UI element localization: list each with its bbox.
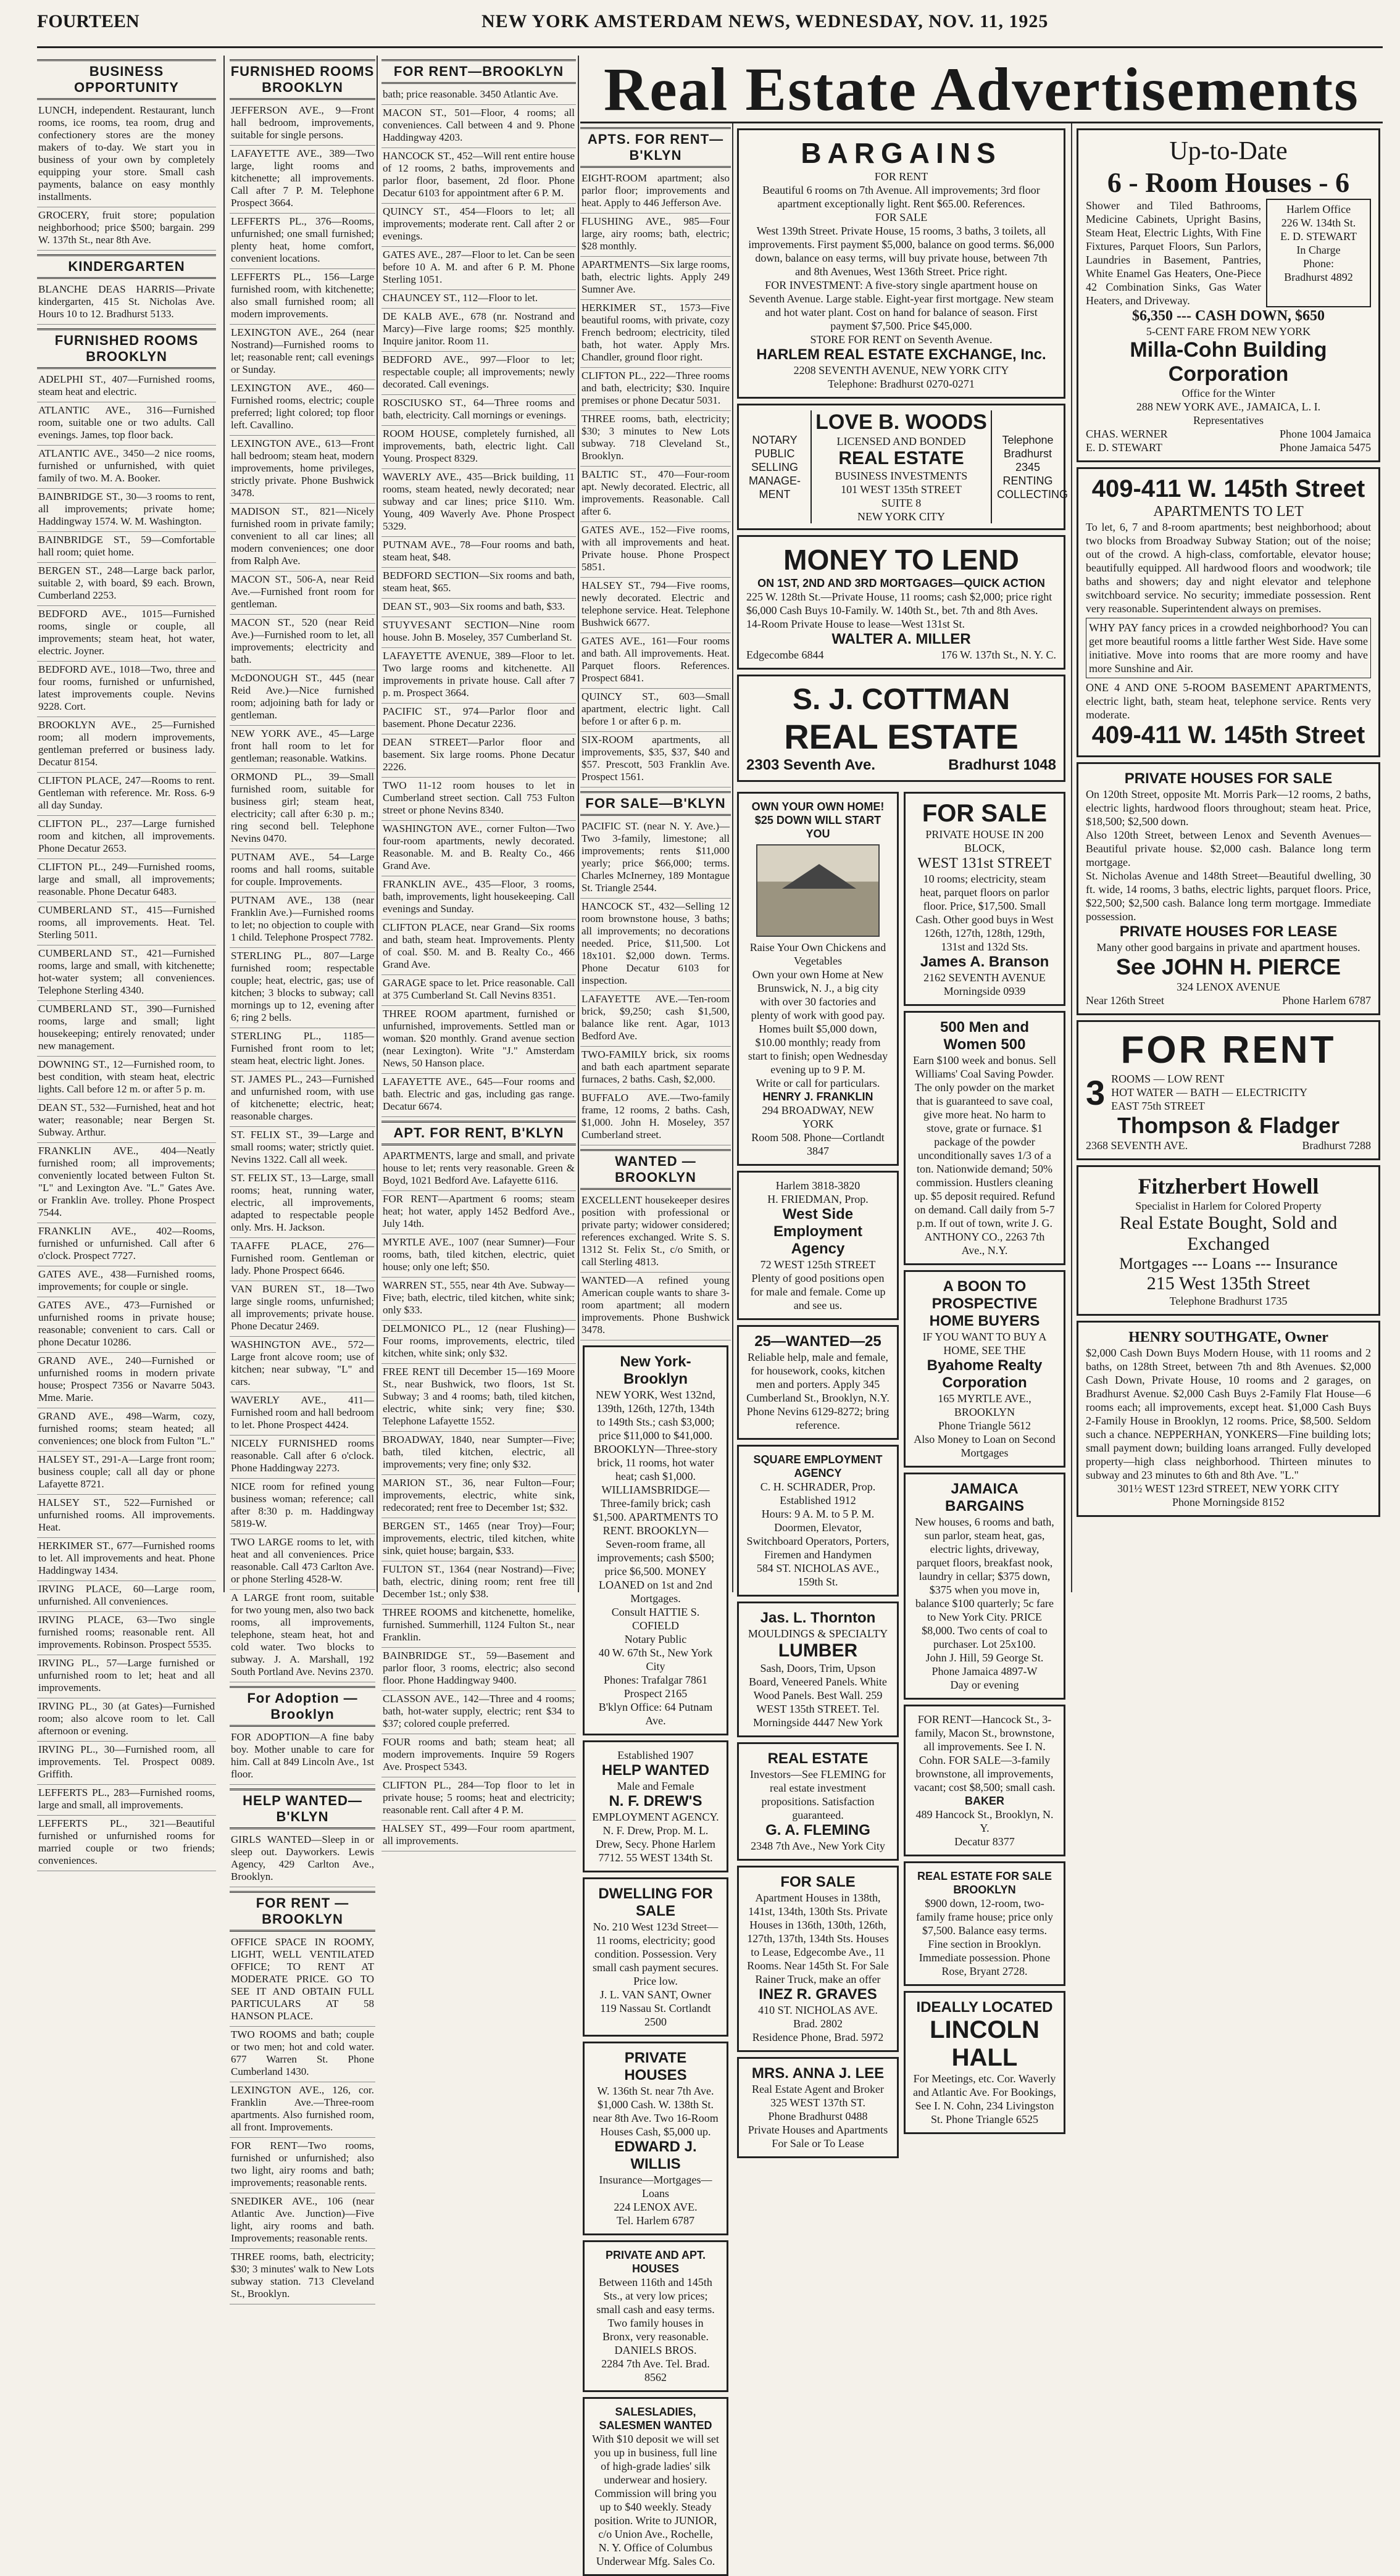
classified-ad: GATES AVE., 152—Five rooms, with all improvements and heat. Private house. Phone Prospect 5851. (580, 522, 731, 578)
display-ads-column-6 (1074, 123, 1383, 1592)
classified-ad: GATES AVE., 161—Four rooms and bath. All improvements. Heat. Parquet floors. References. Prospect 6841. (580, 633, 731, 689)
display-ad-howell: Fitzherbert Howell Specialist in Harlem for Colored Property Real Estate Bought, Sold and Exchanged Mortgages --- Loans --- Insurance 215 West 135th Street Telephone Bradhurst 1735 (1077, 1165, 1380, 1316)
display-ad-graves: FOR SALE Apartment Houses in 138th, 141st, 134th, 130th Sts. Private Houses in 136th, 130th, 126th, 127th, 137th, 134th Sts. Houses to Lease, Edgecombe Ave., 11 Rooms. Near 145th St. For Sale Rainer Truck, make an offer INEZ R. GRAVES 410 ST. NICHOLAS AVE. Brad. 2802 Residence Phone, Brad. 5972 (737, 1866, 899, 2052)
display-ad-square-employment: SQUARE EMPLOYMENT AGENCY C. H. SCHRADER, Prop. Established 1912 Hours: 9 A. M. to 5 P. M. Doormen, Elevator, Switchboard Operators, Porters, Firemen and Handymen 584 ST. NICHOLAS AVE., 159th St. (737, 1445, 899, 1597)
classified-ad: WASHINGTON AVE., 572—Large front alcove room; use of kitchen; near subway, "L" and cars. (230, 1337, 375, 1392)
classified-ad: QUINCY ST., 603—Small apartment, electric light. Call before 1 or after 6 p. m. (580, 689, 731, 732)
classified-ad: HALSEY ST., 291-A—Large front room; business couple; call all day or phone Lafayette 8721. (37, 1452, 216, 1495)
classified-ad: APARTMENTS, large and small, and private house to let; rents very reasonable. Green & Boyd, 1021 Bedford Ave. Lafayette 6116. (381, 1148, 576, 1191)
classified-ad: BAINBRIDGE ST., 59—Comfortable hall room; quiet home. (37, 532, 216, 563)
classified-ad: BEDFORD AVE., 1018—Two, three and four rooms, furnished or unfurnished, latest improvements couple. Nevins 9228. Cort. (37, 662, 216, 717)
column-heading: For Adoption — Brooklyn (230, 1686, 375, 1727)
classified-ad: BROOKLYN AVE., 25—Furnished room; all modern improvements, gentleman preferred or business lady. Decatur 8154. (37, 717, 216, 773)
classified-ad: CUMBERLAND ST., 390—Furnished rooms, large and small; light housekeeping; entirely renovated; under new management. (37, 1001, 216, 1057)
display-ad-baker: FOR RENT—Hancock St., 3-family, Macon St., brownstone, all improvements. See I. N. Cohn. FOR SALE—3-family brownstone, all improvements, vacant; cost $8,500; small cash. BAKER 489 Hancock St., Brooklyn, N. Y. Decatur 8377 (904, 1705, 1065, 1856)
classified-ad: HERKIMER ST., 1573—Five beautiful rooms, with private, cozy French bedroom; electricity, tiled bath, hot water. Apply Mrs. Chandler, ground floor right. (580, 300, 731, 368)
classified-ad: PACIFIC ST. (near N. Y. Ave.)—Two 3-family, limestone; all improvements; rents $11,000 yearly; price $66,000; terms. Charles McInerney, 189 Montague St. Triangle 2544. (580, 818, 731, 899)
classified-ad: OFFICE SPACE IN ROOMY, LIGHT, WELL VENTILATED OFFICE; TO RENT AT MODERATE PRICE. GO TO SEE IT AND OBTAIN FULL PARTICULARS AT 58 HANSON PLACE. (230, 1934, 375, 2027)
classified-ad: LEFFERTS PL., 321—Beautiful furnished or unfurnished rooms for married couple or two friends; conveniences. (37, 1816, 216, 1871)
classified-ad: FRANKLIN AVE., 435—Floor, 3 rooms, bath, improvements, light housekeeping. Call evenings and Sunday. (381, 876, 576, 920)
classified-column-4 (580, 123, 731, 2567)
display-ad-brooklyn-sale: REAL ESTATE FOR SALE BROOKLYN $900 down, 12-room, two-family frame house; price only $7,500. Balance easy terms. Fine section in Brooklyn. Immediate possession. Phone Rose, Bryant 2728. (904, 1861, 1065, 1986)
classified-ad: WANTED—A refined young American couple wants to share 3-room apartment; all modern improvements. Phone Bushwick 3478. (580, 1273, 731, 1340)
classified-ad: CUMBERLAND ST., 415—Furnished rooms, all improvements. Heat. Tel. Sterling 5011. (37, 902, 216, 945)
classified-ad: GROCERY, fruit store; population neighborhood; price $500; bargain. 299 W. 137th St., near 8th Ave. (37, 207, 216, 251)
classified-ad: NICE room for refined young business woman; reference; call after 8:30 p. m. Haddingway 5819-W. (230, 1479, 375, 1534)
display-ad-drew: Established 1907 HELP WANTED Male and Female N. F. DREW'S EMPLOYMENT AGENCY. N. F. Drew, Prop. M. L. Drew, Secy. Phone Harlem 7712. 55 WEST 134th St. (583, 1740, 728, 1872)
display-ad-cofield: New York-Brooklyn NEW YORK, West 132nd, 139th, 126th, 127th, 134th to 149th Sts.; cash $3,000; price $11,000 to $41,000. BROOKLYN—Three-story brick, 11 rooms, hot water heat; cash $1,000. WILLIAMSBRIDGE—Three-family brick; cash $1,500. APARTMENTS TO RENT. BROOKLYN—Seven-room frame, all improvements; cash $500; price $6,500. MONEY LOANED on 1st and 2nd Mortgages. Consult HATTIE S. COFIELD Notary Public 40 W. 67th St., New York City Phones: Trafalgar 7861 Prospect 2165 B'klyn Office: 64 Putnam Ave. (583, 1345, 728, 1735)
classified-ad: BROADWAY, 1840, near Sumpter—Five; bath, tiled kitchen, electric, all improvements; very fine; only $32. (381, 1432, 576, 1475)
classified-column-1 (37, 56, 216, 1866)
display-ad-branson: FOR SALE PRIVATE HOUSE IN 200 BLOCK, WEST 131st STREET 10 rooms; electricity, steam heat, parquet floors on parlor floor. Price, $17,500. Small Cash. Other good buys in West 126th, 127th, 128th, 129th, 131st and 132d Sts. James A. Branson 2162 SEVENTH AVENUE Morningside 0939 (904, 792, 1065, 1006)
classified-ad: THREE ROOM apartment, furnished or unfurnished, improvements. Settled man or woman. $20 monthly. Grand avenue section (near Lexington). Write "J." Amsterdam News, 50 Hanson place. (381, 1006, 576, 1074)
classified-ad: MACON ST., 501—Floor, 4 rooms; all conveniences. Call between 4 and 9. Phone Haddingway 4203. (381, 105, 576, 148)
classified-ad: HANCOCK ST., 452—Will rent entire house of 12 rooms, 2 baths, improvements and parlor floor, basement, 2d floor. Phone Decatur 6103 for appointment after 6 P. M. (381, 148, 576, 204)
column-rule (1071, 123, 1072, 1592)
display-ad-lee: MRS. ANNA J. LEE Real Estate Agent and Broker 325 WEST 137th ST. Phone Bradhurst 0488 Private Houses and Apartments For Sale or To Lease (737, 2057, 899, 2158)
classified-ad: FOR RENT—Apartment 6 rooms; steam heat; hot water, apply 1452 Bedford Ave., July 14th. (381, 1191, 576, 1234)
classified-ad: ROSCIUSKO ST., 64—Three rooms and bath, electricity. Call mornings or evenings. (381, 395, 576, 426)
classified-ad: A LARGE front room, suitable for two young men, also two back rooms, all improvements, telephone, steam heat, hot and cold water. Two blocks to subway. J. A. Marshall, 192 South Portland Ave. Nevins 2370. (230, 1590, 375, 1682)
classified-ad: FOR RENT—Two rooms, furnished or unfurnished; also two light, airy rooms and bath; improvements; reasonable rents. (230, 2138, 375, 2193)
classified-ad: DE KALB AVE., 678 (nr. Nostrand and Marcy)—Five large rooms; $25 monthly. Inquire janitor. Room 11. (381, 309, 576, 352)
display-ad-cottman: S. J. COTTMAN REAL ESTATE 2303 Seventh Ave. Bradhurst 1048 (737, 675, 1065, 782)
classified-ad: NICELY FURNISHED rooms reasonable. Call after 6 o'clock. Phone Haddingway 2273. (230, 1435, 375, 1479)
classified-ad: PACIFIC ST., 974—Parlor floor and basement. Phone Decatur 2236. (381, 704, 576, 734)
classified-ad: FOUR rooms and bath; steam heat; all modern improvements. Inquire 59 Rogers Ave. Prospect 5343. (381, 1734, 576, 1777)
classified-ad: GATES AVE., 473—Furnished or unfurnished rooms in private house; reasonable; convenient to cars. Call or phone Decatur 10286. (37, 1297, 216, 1353)
classified-ad: BLANCHE DEAS HARRIS—Private kindergarten, 415 St. Nicholas Ave. Hours 10 to 12. Bradhurst 5133. (37, 281, 216, 325)
classified-ad: BAINBRIDGE ST., 30—3 rooms to rent, all improvements; private home; Haddingway 1574. W. M. Washington. (37, 489, 216, 532)
classified-ad: TWO ROOMS and bath; couple or two men; hot and cold water. 677 Warren St. Phone Cumberland 1430. (230, 2027, 375, 2082)
classified-ad: DELMONICO PL., 12 (near Flushing)—Four rooms, improvements, electric, tiled kitchen, white sink; only $32. (381, 1321, 576, 1364)
column-heading: BUSINESS OPPORTUNITY (37, 59, 216, 100)
classified-ad: WARREN ST., 555, near 4th Ave. Subway—Five; bath, electric, tiled kitchen, white sink; only $33. (381, 1278, 576, 1321)
classified-ad: GATES AVE., 438—Furnished rooms, improvements; for couple or single. (37, 1266, 216, 1297)
column-heading: FURNISHED ROOMS BROOKLYN (230, 59, 375, 100)
classified-ad: BEDFORD SECTION—Six rooms and bath, steam heat, $65. (381, 568, 576, 599)
classified-ad: BEDFORD AVE., 1015—Furnished rooms, single or couple, all improvements; steam heat, hot water, electric. Joyner. (37, 606, 216, 662)
column-rule (223, 56, 225, 1592)
classified-ad: NEW YORK AVE., 45—Large front hall room to let for gentleman; reasonable. Watkins. (230, 726, 375, 769)
classified-ad: CUMBERLAND ST., 421—Furnished rooms, large and small, with kitchenette; hot-water system; all conveniences. Telephone Sterling 4340. (37, 945, 216, 1001)
classified-ad: HERKIMER ST., 677—Furnished rooms to let. All improvements and heat. Phone Haddingway 1434. (37, 1538, 216, 1581)
classified-ad: McDONOUGH ST., 445 (near Reid Ave.)—Nice furnished room; adjoining bath for lady or gentleman. (230, 670, 375, 726)
classified-ad: STERLING PL., 807—Large furnished room; respectable couple; heat, electric, gas; use of kitchen; 3 blocks to subway; call mornings up to 12, evening after 6; ring 2 bells. (230, 948, 375, 1028)
display-ad-daniels: PRIVATE AND APT. HOUSES Between 116th and 145th Sts., at very low prices; small cash and easy terms. Two family houses in Bronx, very reasonable. DANIELS BROS. 2284 7th Ave. Tel. Brad. 8562 (583, 2240, 728, 2392)
column-rule (377, 56, 378, 1592)
display-ad-byahome: A BOON TO PROSPECTIVE HOME BUYERS IF YOU WANT TO BUY A HOME, SEE THE Byahome Realty Corporation 165 MYRTLE AVE., BROOKLYN Phone Triangle 5612 Also Money to Loan on Second Mortgages (904, 1270, 1065, 1468)
column-rule (732, 123, 733, 1592)
classified-ad: FRANKLIN AVE., 404—Neatly furnished room; all improvements; conveniently located between Fulton St. "L" and Lexington Ave. "L." Gates Ave. or Franklin Ave. trolley. Phone Prospect 7544. (37, 1143, 216, 1223)
classified-ad: MYRTLE AVE., 1007 (near Sumner)—Four rooms, bath, tiled kitchen, electric, quiet house; only one left; $50. (381, 1234, 576, 1278)
classified-ad: BALTIC ST., 470—Four-room apt. Newly decorated. Electric, all improvements. Reasonable. Call after 6. (580, 467, 731, 522)
display-ad-fleming: REAL ESTATE Investors—See FLEMING for real estate investment propositions. Satisfaction guaranteed. G. A. FLEMING 2348 7th Ave., New York City (737, 1742, 899, 1861)
classified-ad: HALSEY ST., 522—Furnished or unfurnished rooms. All improvements. Heat. (37, 1495, 216, 1538)
classified-ad: IRVING PL., 30—Furnished room, all improvements. Tel. Prospect 0089. Griffith. (37, 1742, 216, 1785)
classified-ad: FRANKLIN AVE., 402—Rooms, furnished or unfurnished. Call after 6 o'clock. Prospect 7727. (37, 1223, 216, 1266)
classified-ad: ADELPHI ST., 407—Furnished rooms, steam heat and electric. (37, 372, 216, 402)
classified-ad: DOWNING ST., 12—Furnished room, to best condition, with steam heat, electric lights. Call before 12 m. or after 5 p. m. (37, 1057, 216, 1100)
column-heading: KINDERGARTEN (37, 254, 216, 279)
classified-ad: STUYVESANT SECTION—Nine room house. John B. Moseley, 357 Cumberland St. (381, 617, 576, 648)
classified-ad: GIRLS WANTED—Sleep in or sleep out. Dayworkers. Lewis Agency, 429 Carlton Ave., Brooklyn. (230, 1832, 375, 1887)
classified-ad: ATLANTIC AVE., 316—Furnished room, suitable one or two adults. Call evenings. James, top floor back. (37, 402, 216, 446)
classified-ad: LAFAYETTE AVE., 645—Four rooms and bath. Electric and gas, including gas range. Decatur 6674. (381, 1074, 576, 1117)
classified-ad: QUINCY ST., 454—Floors to let; all improvements; moderate rent. Call after 2 or evenings. (381, 204, 576, 247)
classified-ad: GATES AVE., 287—Floor to let. Can be seen before 10 A. M. and after 6 P. M. Phone Sterling 1051. (381, 247, 576, 290)
classified-ad: ATLANTIC AVE., 3450—2 nice rooms, furnished or unfurnished, with quiet family of two. M. A. Booker. (37, 446, 216, 489)
display-ad-milla-cohn: Up-to-Date 6 - Room Houses - 6 Shower and Tiled Bathrooms, Medicine Cabinets, Upright Basins, Steam Heat, Electric Lights, With Fine Fixtures, Parquet Floors, Sun Parlors, Laundries in Basement, Pantries, White Enamel Gas Heaters, One-Piece 42 Combination Sinks, Gas Water Heaters, and Driveway. Harlem Office 226 W. 134th St. E. D. STEWART In Charge Phone: Bradhurst 4892 $6,350 --- CASH DOWN, $650 5-CENT FARE FROM NEW YORK Milla-Cohn Building Corporation Office for the Winter 288 NEW YORK AVE., JAMAICA, L. I. Representatives CHAS. WERNER Phone 1004 Jamaica E. D. STEWART Phone Jamaica 5475 (1077, 128, 1380, 462)
classified-ad: THREE rooms, bath, electricity; $30; 3 minutes' walk to New Lots subway station. 713 Cleveland St., Brooklyn. (230, 2249, 375, 2304)
display-ad-500-men: 500 Men and Women 500 Earn $100 week and bonus. Sell Williams' Coal Saving Powder. The only powder on the market that is guaranteed to save coal, give more heat. No harm to stove, grate or furnace. $1 package of the powder unconditionally saves 1/3 of a ton. Nationwide demand; 50% commission. Hustlers cleaning up. $5 deposit required. Refund on demand. Call daily from 5-7 p.m. If out of town, write J. G. ANTHONY CO., 2263 7th Ave., N.Y. (904, 1011, 1065, 1265)
classified-ad: LEXINGTON AVE., 613—Front hall bedroom; steam heat, modern improvements, home privileges, strictly private. Phone Bushwick 3478. (230, 436, 375, 504)
classified-ad: TWO LARGE rooms to let, with heat and all conveniences. Price reasonable. Call 473 Carlton Ave. or phone Sterling 4528-W. (230, 1534, 375, 1590)
classified-ad: EIGHT-ROOM apartment; also parlor floor; improvements and heat. Apply to 446 Jefferson Ave. (580, 170, 731, 214)
classified-ad: CLASSON AVE., 142—Three and 4 rooms; bath, hot-water supply, electric; rent $34 to $37; colored couple preferred. (381, 1691, 576, 1734)
classified-ad: HALSEY ST., 499—Four room apartment, all improvements. (381, 1821, 576, 1851)
classified-ad: STERLING PL., 1185—Furnished front room to let; steam heat, electric light. Jones. (230, 1028, 375, 1071)
classified-ad: BUFFALO AVE.—Two-family frame, 12 rooms, 2 baths. Cash, $1,000. John H. Moseley, 357 Cumberland street. (580, 1090, 731, 1145)
classified-ad: ST. FELIX ST., 13—Large, small rooms; heat, running water, electric, all improvements, adapted to respectable people only. Mrs. H. Jackson. (230, 1170, 375, 1238)
classified-ad: PUTNAM AVE., 138 (near Franklin Ave.)—Furnished rooms to let; no objection to couple with 1 child. Telephone Prospect 7782. (230, 892, 375, 948)
classified-ad: TAAFFE PLACE, 276—Furnished room. Gentleman or lady. Phone Prospect 6646. (230, 1238, 375, 1281)
display-ad-145th-street: 409-411 W. 145th Street APARTMENTS TO LET To let, 6, 7 and 8-room apartments; best neighborhood; about two blocks from Broadway Subway Station; out of the noise; out of the crowd. A high-class, comfortable, elevator house; beautifully equipped. All hardwood floors and woodwork; tile baths and showers; day and night elevator and telephone switchboard service. No security; immediate possession. Rent very reasonable. Superintendent always on premises. WHY PAY fancy prices in a crowded neighborhood? You can get more beautiful rooms a little farther West Side. Have some initiative. Move into rooms that are more roomy and have more Sunshine and Air. ONE 4 AND ONE 5-ROOM BASEMENT APARTMENTS, electric light, bath, steam heat, telephone service. Rents very moderate. 409-411 W. 145th Street (1077, 467, 1380, 757)
column-rule (578, 56, 579, 1592)
classified-ad: LEFFERTS PL., 283—Furnished rooms, large and small, all improvements. (37, 1785, 216, 1816)
classified-ad: IRVING PLACE, 63—Two single furnished rooms; reasonable rent. All improvements. Robinson. Prospect 5535. (37, 1612, 216, 1655)
display-ad-thompson-fladger: FOR RENT 3 ROOMS — LOW RENT HOT WATER — BATH — ELECTRICITY EAST 75th STREET Thompson & Fladger 2368 SEVENTH AVE. Bradhurst 7288 (1077, 1020, 1380, 1160)
classified-ad: THREE rooms, bath, electricity; $30; 3 minutes to New Lots subway. 718 Cleveland St., Brooklyn. (580, 411, 731, 467)
classified-ad: PUTNAM AVE., 78—Four rooms and bath, steam heat, $48. (381, 537, 576, 568)
column-heading: FOR RENT — BROOKLYN (230, 1891, 375, 1932)
column-heading: FOR SALE—B'KLYN (580, 791, 731, 816)
classified-ad: DEAN ST., 903—Six rooms and bath, $33. (381, 599, 576, 617)
display-ad-money-to-lend: MONEY TO LEND ON 1ST, 2ND AND 3RD MORTGAGES—QUICK ACTION 225 W. 128th St.—Private House, 11 rooms; cash $2,000; price right $6,000 Cash Buys 10-Family. W. 140th St., bet. 7th and 8th Aves. 14-Room Private House to lease—West 131st St. WALTER A. MILLER Edgecombe 6844 176 W. 137th St., N. Y. C. (737, 535, 1065, 670)
classified-ad: BERGEN ST., 248—Large back parlor, suitable 2, with board, $9 each. Brown, Cumberland 2253. (37, 563, 216, 606)
display-ad-woods: NOTARY PUBLIC SELLING MANAGE- MENT LOVE B. WOODS LICENSED AND BONDED REAL ESTATE BUSINESS INVESTMENTS 101 WEST 135th STREET SUITE 8 NEW YORK CITY Telephone Bradhurst 2345 RENTING COLLECTING (737, 404, 1065, 530)
classified-ad: BAINBRIDGE ST., 59—Basement and parlor floor, 3 rooms, electric; also second floor. Phone Haddingway 9400. (381, 1648, 576, 1691)
classified-ad: CHAUNCEY ST., 112—Floor to let. (381, 290, 576, 309)
display-ad-own-home: OWN YOUR OWN HOME! $25 DOWN WILL START YOU Raise Your Own Chickens and Vegetables Own your own Home at New Brunswick, N. J., a big city with over 30 factories and plenty of work with good pay. Homes built $5,000 down, $10.00 monthly; ready from start to finish; open Wednesday evening up to 9 P. M. Write or call for particulars. HENRY J. FRANKLIN 294 BROADWAY, NEW YORK Room 508. Phone—Cortlandt 3847 (737, 792, 899, 1166)
display-ad-dwelling: DWELLING FOR SALE No. 210 West 123d Street—11 rooms, electricity; good condition. Possession. Very small cash payment secures. Price low. J. L. VAN SANT, Owner 119 Nassau St. Cortlandt 2500 (583, 1877, 728, 2037)
display-ad-thornton: Jas. L. Thornton MOULDINGS & SPECIALTY LUMBER Sash, Doors, Trim, Upson Board, Veneered Panels. White Wood Panels. Best Wall. 259 WEST 135th STREET. Tel. Morningside 4447 New York (737, 1602, 899, 1737)
column-heading: FOR RENT—BROOKLYN (381, 59, 576, 84)
display-ad-pierce: PRIVATE HOUSES FOR SALE On 120th Street, opposite Mt. Morris Park—12 rooms, 2 baths, electric lights, hardwood floors throughout; steam heat. Price, $18,500; $2,500 down. Also 120th Street, between Lenox and Seventh Avenues—Beautiful private house. $2,000 cash. Balance long term mortgage. St. Nicholas Avenue and 148th Street—Beautiful dwelling, 30 ft. wide, 14 rooms, 3 baths, electric lights, parquet floors. Price, $22,500; $2,500 cash. Balance long term mortgage. Immediate possession. PRIVATE HOUSES FOR LEASE Many other good bargains in private and apartment houses. See JOHN H. PIERCE 324 LENOX AVENUE Near 126th Street Phone Harlem 6787 (1077, 762, 1380, 1015)
classified-ad: EXCELLENT housekeeper desires position with professional or private party; widower considered; references exchanged. Write S. S. 1312 St. Felix St., c/o Smith, or call Sterling 4813. (580, 1192, 731, 1273)
classified-ad: LUNCH, independent. Restaurant, lunch rooms, ice rooms, tea room, drug and confectionery stores are the money makers of to-day. We start you in business of your own by completely equipping your store. Small cash payments, balance on easy monthly installments. (37, 102, 216, 207)
classified-ad: BERGEN ST., 1465 (near Troy)—Four; improvements, electric, tiled kitchen, white sink, quiet house; bargain, $33. (381, 1518, 576, 1561)
classified-ad: CLIFTON PL., 284—Top floor to let in private house; 5 rooms; heat and electricity; reasonable rent. Call after 4 P. M. (381, 1777, 576, 1821)
classified-ad: ST. FELIX ST., 39—Large and small rooms; water; strictly quiet. Nevins 1322. Call all week. (230, 1127, 375, 1170)
house-illustration-icon (756, 844, 880, 937)
classified-ad: CLIFTON PLACE, 247—Rooms to rent. Gentleman with reference. Mr. Ross. 6-9 all day Sunday. (37, 773, 216, 816)
classified-column-2 (230, 56, 375, 2300)
classified-ad: BEDFORD AVE., 997—Floor to let; respectable couple; all improvements; newly decorated. Call evenings. (381, 352, 576, 395)
column-heading: APT. FOR RENT, B'KLYN (381, 1121, 576, 1145)
classified-ad: CLIFTON PL., 249—Furnished rooms, large and small, all improvements; reasonable. Phone Decatur 6483. (37, 859, 216, 902)
classified-ad: JEFFERSON AVE., 9—Front hall bedroom, improvements, suitable for single persons. (230, 102, 375, 146)
dateline: NEW YORK AMSTERDAM NEWS, WEDNESDAY, NOV. 11, 1925 (481, 11, 1049, 31)
section-banner: Real Estate Advertisements (580, 56, 1383, 123)
classified-ad: ST. JAMES PL., 243—Furnished and unfurnished room, with use of kitchenette; electric, heat; reasonable charges. (230, 1071, 375, 1127)
classified-ad: SNEDIKER AVE., 106 (near Atlantic Ave. Junction)—Five light, airy rooms and bath. Improvements; reasonable rents. (230, 2193, 375, 2249)
classified-ad: DEAN ST., 532—Furnished, heat and hot water; reasonable; near Bergen St. Subway. Arthur. (37, 1100, 216, 1143)
column-heading: FURNISHED ROOMS BROOKLYN (37, 328, 216, 369)
classified-ad: FOR ADOPTION—A fine baby boy. Mother unable to care for him. Call at 849 Lincoln Ave., 1st floor. (230, 1729, 375, 1785)
masthead (37, 5, 1383, 48)
classified-ad: ROOM HOUSE, completely furnished, all improvements, bath, electric light. Call Young. Prospect 8329. (381, 426, 576, 469)
classified-ad: LEFFERTS PL., 376—Rooms, unfurnished; one small furnished; plenty heat, home comfort, convenient locations. (230, 214, 375, 269)
classified-ad: CLIFTON PLACE, near Grand—Six rooms and bath, steam heat. Improvements. Plenty of coal. $50. M. and B. Realty Co., 466 Grand Ave. (381, 920, 576, 975)
classified-ad: VAN BUREN ST., 18—Two large single rooms, unfurnished; all improvements; private house. Phone Decatur 2469. (230, 1281, 375, 1337)
column-heading: WANTED — BROOKLYN (580, 1149, 731, 1190)
classified-ad: LEFFERTS PL., 156—Large furnished room, with kitchenette; also small furnished room; all modern improvements. (230, 269, 375, 325)
classified-ad: MACON ST., 506-A, near Reid Ave.—Furnished front room for gentleman. (230, 571, 375, 615)
classified-ad: IRVING PL., 30 (at Gates)—Furnished room; also alcove room to let. Call afternoon or evening. (37, 1698, 216, 1742)
classified-ad: ORMOND PL., 39—Small furnished room, suitable for business girl; steam heat, electricity; call after 6:30 p. m.; ring second bell. Telephone Nevins 0470. (230, 769, 375, 849)
column-heading: APTS. FOR RENT—B'KLYN (580, 127, 731, 168)
classified-column-3 (381, 56, 576, 1847)
classified-ad: FREE RENT till December 15—169 Moore St., near Bushwick, two floors, 1st St. Subway; 3 and 4 rooms; bath, tiled kitchen, electric, white sink; very fine; $30. Telephone Lafayette 1552. (381, 1364, 576, 1432)
classified-ad: LEXINGTON AVE., 460—Furnished rooms, electric; couple preferred; light colored; top floor left. Cavallino. (230, 380, 375, 436)
classified-ad: THREE ROOMS and kitchenette, homelike, furnished. Summerhill, 1124 Fulton St., near Franklin. (381, 1605, 576, 1648)
classified-ad: LAFAYETTE AVE., 389—Two large, light rooms and kitchenette; all improvements. Call after 7 P. M. Telephone Prospect 3664. (230, 146, 375, 214)
classified-ad: LAFAYETTE AVENUE, 389—Floor to let. Two large rooms and kitchenette. All improvements in private house. Call after 7 p. m. Prospect 3664. (381, 648, 576, 704)
classified-ad: HANCOCK ST., 432—Selling 12 room brownstone house, 3 baths; all improvements; no decorations needed. Price, $11,500. Lot 18x101. $2,000 down. Terms. Phone Decatur 6103 for inspection. (580, 899, 731, 991)
display-ad-jamaica: JAMAICA BARGAINS New houses, 6 rooms and bath, sun parlor, steam heat, gas, electric lights, driveway, parquet floors, breakfast nook, laundry in cellar; $375 down, $375 when you move in, balance $100 quarterly; 5c fare to New York City. PRICE $8,000. Two cents of coal to purchaser. Lot 25x100. John J. Hill, 59 George St. Phone Jamaica 4897-W Day or evening (904, 1473, 1065, 1700)
display-ad-bargains: BARGAINS FOR RENT Beautiful 6 rooms on 7th Avenue. All improvements; 3rd floor apartment exceptionally light. Rent $65.00. References. FOR SALE West 139th Street. Private House, 15 rooms, 3 baths, 3 toilets, all improvements. First payment $5,000, balance on good terms. $6,000 down, balance on easy terms, will buy private house, between 7th and 8th Avenues, West 136th Street. Price right. FOR INVESTMENT: A five-story single apartment house on Seventh Avenue. Large stable. Eight-year first mortgage. New steam and hot water plant. Cost on hand for balance of season. First payment $7,500. Price $45,000. STORE FOR RENT on Seventh Avenue. HARLEM REAL ESTATE EXCHANGE, Inc. 2208 SEVENTH AVENUE, NEW YORK CITY Telephone: Bradhurst 0270-0271 (737, 128, 1065, 399)
classified-ad: SIX-ROOM apartments, all improvements, $35, $37, $40 and $57. Prescott, 503 Franklin Ave. Prospect 1561. (580, 732, 731, 787)
classified-ad: FLUSHING AVE., 985—Four large, airy rooms; bath, electric; $28 monthly. (580, 214, 731, 257)
classified-ad: MADISON ST., 821—Nicely furnished room in private family; convenient to all car lines; all modern conveniences; one door from Ralph Ave. (230, 504, 375, 571)
classified-ad: WAVERLY AVE., 435—Brick building, 11 rooms, steam heated, newly decorated; near subway and car lines; price $110. Wm. Young, 409 Waverly Ave. Phone Prospect 5329. (381, 469, 576, 537)
classified-ad: DEAN STREET—Parlor floor and basement. Six large rooms. Phone Decatur 2226. (381, 734, 576, 778)
display-ad-salesladies: SALESLADIES, SALESMEN WANTED With $10 deposit we will set you up in business, full line of high-grade ladies' silk underwear and hosiery. Commission will bring you up to $40 weekly. Steady position. Write to JUNIOR, c/o Union Ave., Rochelle, N. Y. Office of Columbus Underwear Mfg. Sales Co. (583, 2397, 728, 2576)
classified-ad: FULTON ST., 1364 (near Nostrand)—Five; bath, electric, dining room; rent free till December 1st.; only $38. (381, 1561, 576, 1605)
column-heading: HELP WANTED—B'KLYN (230, 1789, 375, 1829)
display-ads-column-5 (735, 123, 1069, 2150)
classified-ad: LEXINGTON AVE., 264 (near Nostrand)—Furnished rooms to let; reasonable rent; call evenings or Sunday. (230, 325, 375, 380)
classified-ad: LEXINGTON AVE., 126, cor. Franklin Ave.—Three-room apartments. Also furnished room, all front. Improvements. (230, 2082, 375, 2138)
page-folio: FOURTEEN (37, 11, 140, 31)
display-ad-willis: PRIVATE HOUSES W. 136th St. near 7th Ave. $1,000 Cash. W. 138th St. near 8th Ave. Two 16-Room Houses Cash, $5,000 up. EDWARD J. WILLIS Insurance—Mortgages—Loans 224 LENOX AVE. Tel. Harlem 6787 (583, 2042, 728, 2235)
classified-ad: LAFAYETTE AVE.—Ten-room brick, $9,250; cash $1,500, balance like rent. Agar, 1013 Bedford Ave. (580, 991, 731, 1047)
classified-ad: MARION ST., 36, near Fulton—Four; improvements, electric, white sink, redecorated; rent free to December 1st; $32. (381, 1475, 576, 1518)
classified-ad: TWO 11-12 room houses to let in Cumberland street section. Call 753 Fulton street or phone Nevins 8340. (381, 778, 576, 821)
classified-ad: PUTNAM AVE., 54—Large rooms and hall rooms, suitable for couple. Improvements. (230, 849, 375, 892)
classified-ad: MACON ST., 520 (near Reid Ave.)—Furnished room to let, all improvements; electricity and bath. (230, 615, 375, 670)
display-ad-25-wanted: 25—WANTED—25 Reliable help, male and female, for housework, cooks, kitchen men and porters. Apply 345 Cumberland St., Brooklyn, N.Y. Phone Nevins 6129-8272; bring reference. (737, 1325, 899, 1440)
classified-ad: HALSEY ST., 794—Five rooms, newly decorated. Electric and telephone service. Heat. Telephone Bushwick 6677. (580, 578, 731, 633)
classified-ad: WASHINGTON AVE., corner Fulton—Two four-room apartments, newly decorated. Reasonable. M. and B. Realty Co., 466 Grand Ave. (381, 821, 576, 876)
classified-ad: GARAGE space to let. Price reasonable. Call at 375 Cumberland St. Call Nevins 8351. (381, 975, 576, 1006)
classified-ad: GRAND AVE., 498—Warm, cozy, furnished rooms; steam heated; all conveniences; one block from Fulton "L." (37, 1408, 216, 1452)
classified-ad: APARTMENTS—Six large rooms, bath, electric lights. Apply 249 Sumner Ave. (580, 257, 731, 300)
display-ad-friedman: Harlem 3818-3820 H. FRIEDMAN, Prop. West Side Employment Agency 72 WEST 125th STREET Plenty of good positions open for male and female. Come up and see us. (737, 1171, 899, 1320)
classified-ad: TWO-FAMILY brick, six rooms and bath each apartment separate furnaces, 2 baths. Cash, $2,000. (580, 1047, 731, 1090)
classified-ad: WAVERLY AVE., 411—Furnished room and hall bedroom to let. Phone Prospect 4424. (230, 1392, 375, 1435)
classified-ad: CLIFTON PL., 237—Large furnished room and kitchen, all improvements. Phone Decatur 2653. (37, 816, 216, 859)
classified-ad: GRAND AVE., 240—Furnished or unfurnished rooms in modern private house; Prospect 7356 or Navarre 5043. Mme. Marie. (37, 1353, 216, 1408)
display-ad-southgate: HENRY SOUTHGATE, Owner $2,000 Cash Down Buys Modern House, with 11 rooms and 2 baths, on 128th Street, between 7th and 8th Avenues. $2,000 Cash Down, Private House, 10 rooms and 2 garages, on Bradhurst Avenue. $2,000 Cash Buys 2-Family Flat House—6 rooms each; all improvements, except heat. $1,000 Cash Buys 2-Family House in Brooklyn, 12 rooms. Price, $8,500. Seldom such a chance. NEPPERHAN, YONKERS—Fine building lots; small payment down; building loans arranged. Fully developed property—high class neighborhood. Thirteen minutes to subway and 23 minutes to 6th and 8th Ave. "L." 301½ WEST 123rd STREET, NEW YORK CITY Phone Morningside 8152 (1077, 1321, 1380, 1517)
classified-ad: bath; price reasonable. 3450 Atlantic Ave. (381, 86, 576, 105)
classified-ad: CLIFTON PL., 222—Three rooms and bath, electricity; $30. Inquire premises or phone Decatur 5031. (580, 368, 731, 411)
classified-ad: IRVING PL., 57—Large furnished or unfurnished room to let; heat and all improvements. (37, 1655, 216, 1698)
display-ad-lincoln-hall: IDEALLY LOCATED LINCOLN HALL For Meetings, etc. Cor. Waverly and Atlantic Ave. For Bookings, See I. N. Cohn, 234 Livingston St. Phone Triangle 6525 (904, 1991, 1065, 2134)
classified-ad: IRVING PLACE, 60—Large room, unfurnished. All conveniences. (37, 1581, 216, 1612)
